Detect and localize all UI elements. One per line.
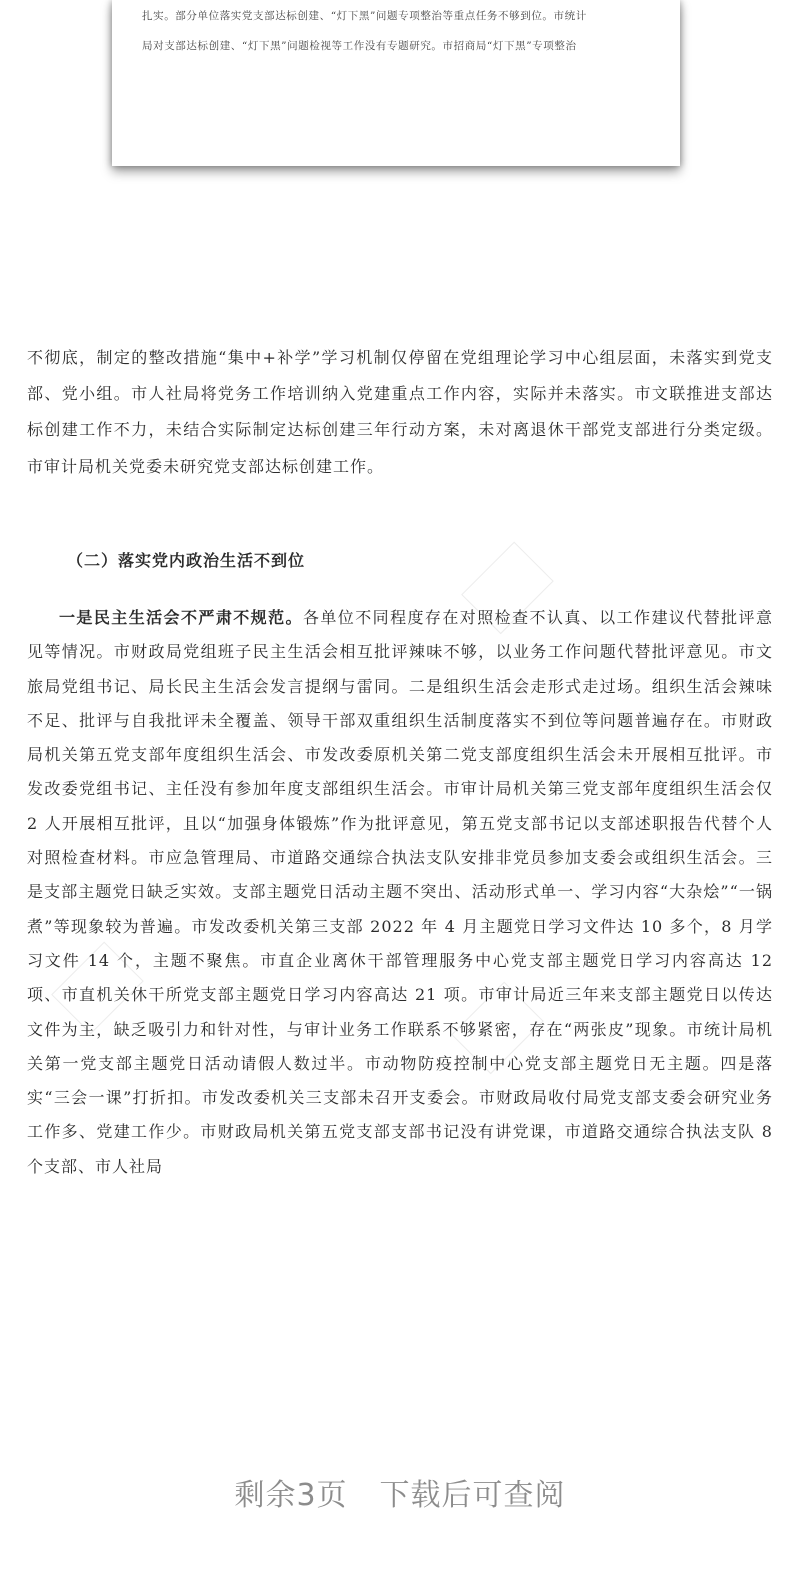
body-paragraph-1 xyxy=(27,340,773,485)
preview-line-2: 局对支部达标创建、“灯下黑”问题检视等工作没有专题研究。市招商局“灯下黑”专项整治 xyxy=(142,40,577,52)
paragraph-text: 各单位不同程度存在对照检查不认真、以工作建议代替批评意见等情况。市财政局党组班子民主生活会相互批评辣味不够，以业务工作问题代替批评意见。市文旅局党组书记、局长民主生活会发言提纲与雷同。二是组织生活会走形式走过场。组织生活会辣味不足、批评与自我批评未全覆盖、领导干部双重组织生活制度落实不到位等问题普遍存在。市财政局机关第五党支部年度组织生活会、市发改委原机关第二党支部度组织生活会未开展相互批评。市发改委党组书记、主任没有参加年度支部组织生活会。市审计局机关第三党支部年度组织生活会仅 2 人开展相互批评，且以“加强身体锻炼”作为批评意见，第五党支部书记以支部述职报告代替个人对照检查材料。市应急管理局、市道路交通综合执法支队安排非党员参加支委会或组织生活会。三是支部主题党日缺乏实效。支部主题党日活动主题不突出、活动形式单一、学习内容“大杂烩”“一锅煮”等现象较为普遍。市发改委机关第三支部 2022 年 4 月主题党日学习文件达 10 多个，8 月学习文件 14 个，主题不聚焦。市直企业离休干部管理服务中心党支部主题党日学习内容高达 12 项、市直机关休干所党支部主题党日学习内容高达 21 项。市审计局近三年来支部主题党日以传达文件为主，缺乏吸引力和针对性，与审计业务工作联系不够紧密，存在“两张皮”现象。市统计局机关第一党支部主题党日活动请假人数过半。市动物防疫控制中心党支部主题党日无主题。四是落实“三会一课”打折扣。市发改委机关三支部未召开支委会。市财政局收付局党支部支委会研究业务工作多、党建工作少。市财政局机关第五党支部支部书记没有讲党课，市道路交通综合执法支队 8 个支部、市人社局 xyxy=(27,608,773,1176)
paragraph-text: 不彻底，制定的整改措施“集中+补学”学习机制仅停留在党组理论学习中心组层面，未落实到党支部、党小组。市人社局将党务工作培训纳入党建重点工作内容，实际并未落实。市文联推进支部达标创建工作不力，未结合实际制定达标创建三年行动方案，未对离退休干部党支部进行分类定级。市审计局机关党委未研究党支部达标创建工作。 xyxy=(27,348,773,476)
document-preview-card xyxy=(112,0,680,166)
remaining-pages-label: 剩余3页 xyxy=(234,1478,348,1513)
download-to-view-label[interactable]: 下载后可查阅 xyxy=(379,1478,566,1513)
download-prompt[interactable] xyxy=(0,1470,800,1514)
section-heading: （二）落实党内政治生活不到位 xyxy=(67,551,306,570)
preview-line-1: 扎实。部分单位落实党支部达标创建、“灯下黑”问题专项整治等重点任务不够到位。市统计 xyxy=(142,10,587,22)
body-paragraph-2 xyxy=(27,601,773,1184)
paragraph-lead: 一是民主生活会不严肃不规范。 xyxy=(59,608,303,627)
